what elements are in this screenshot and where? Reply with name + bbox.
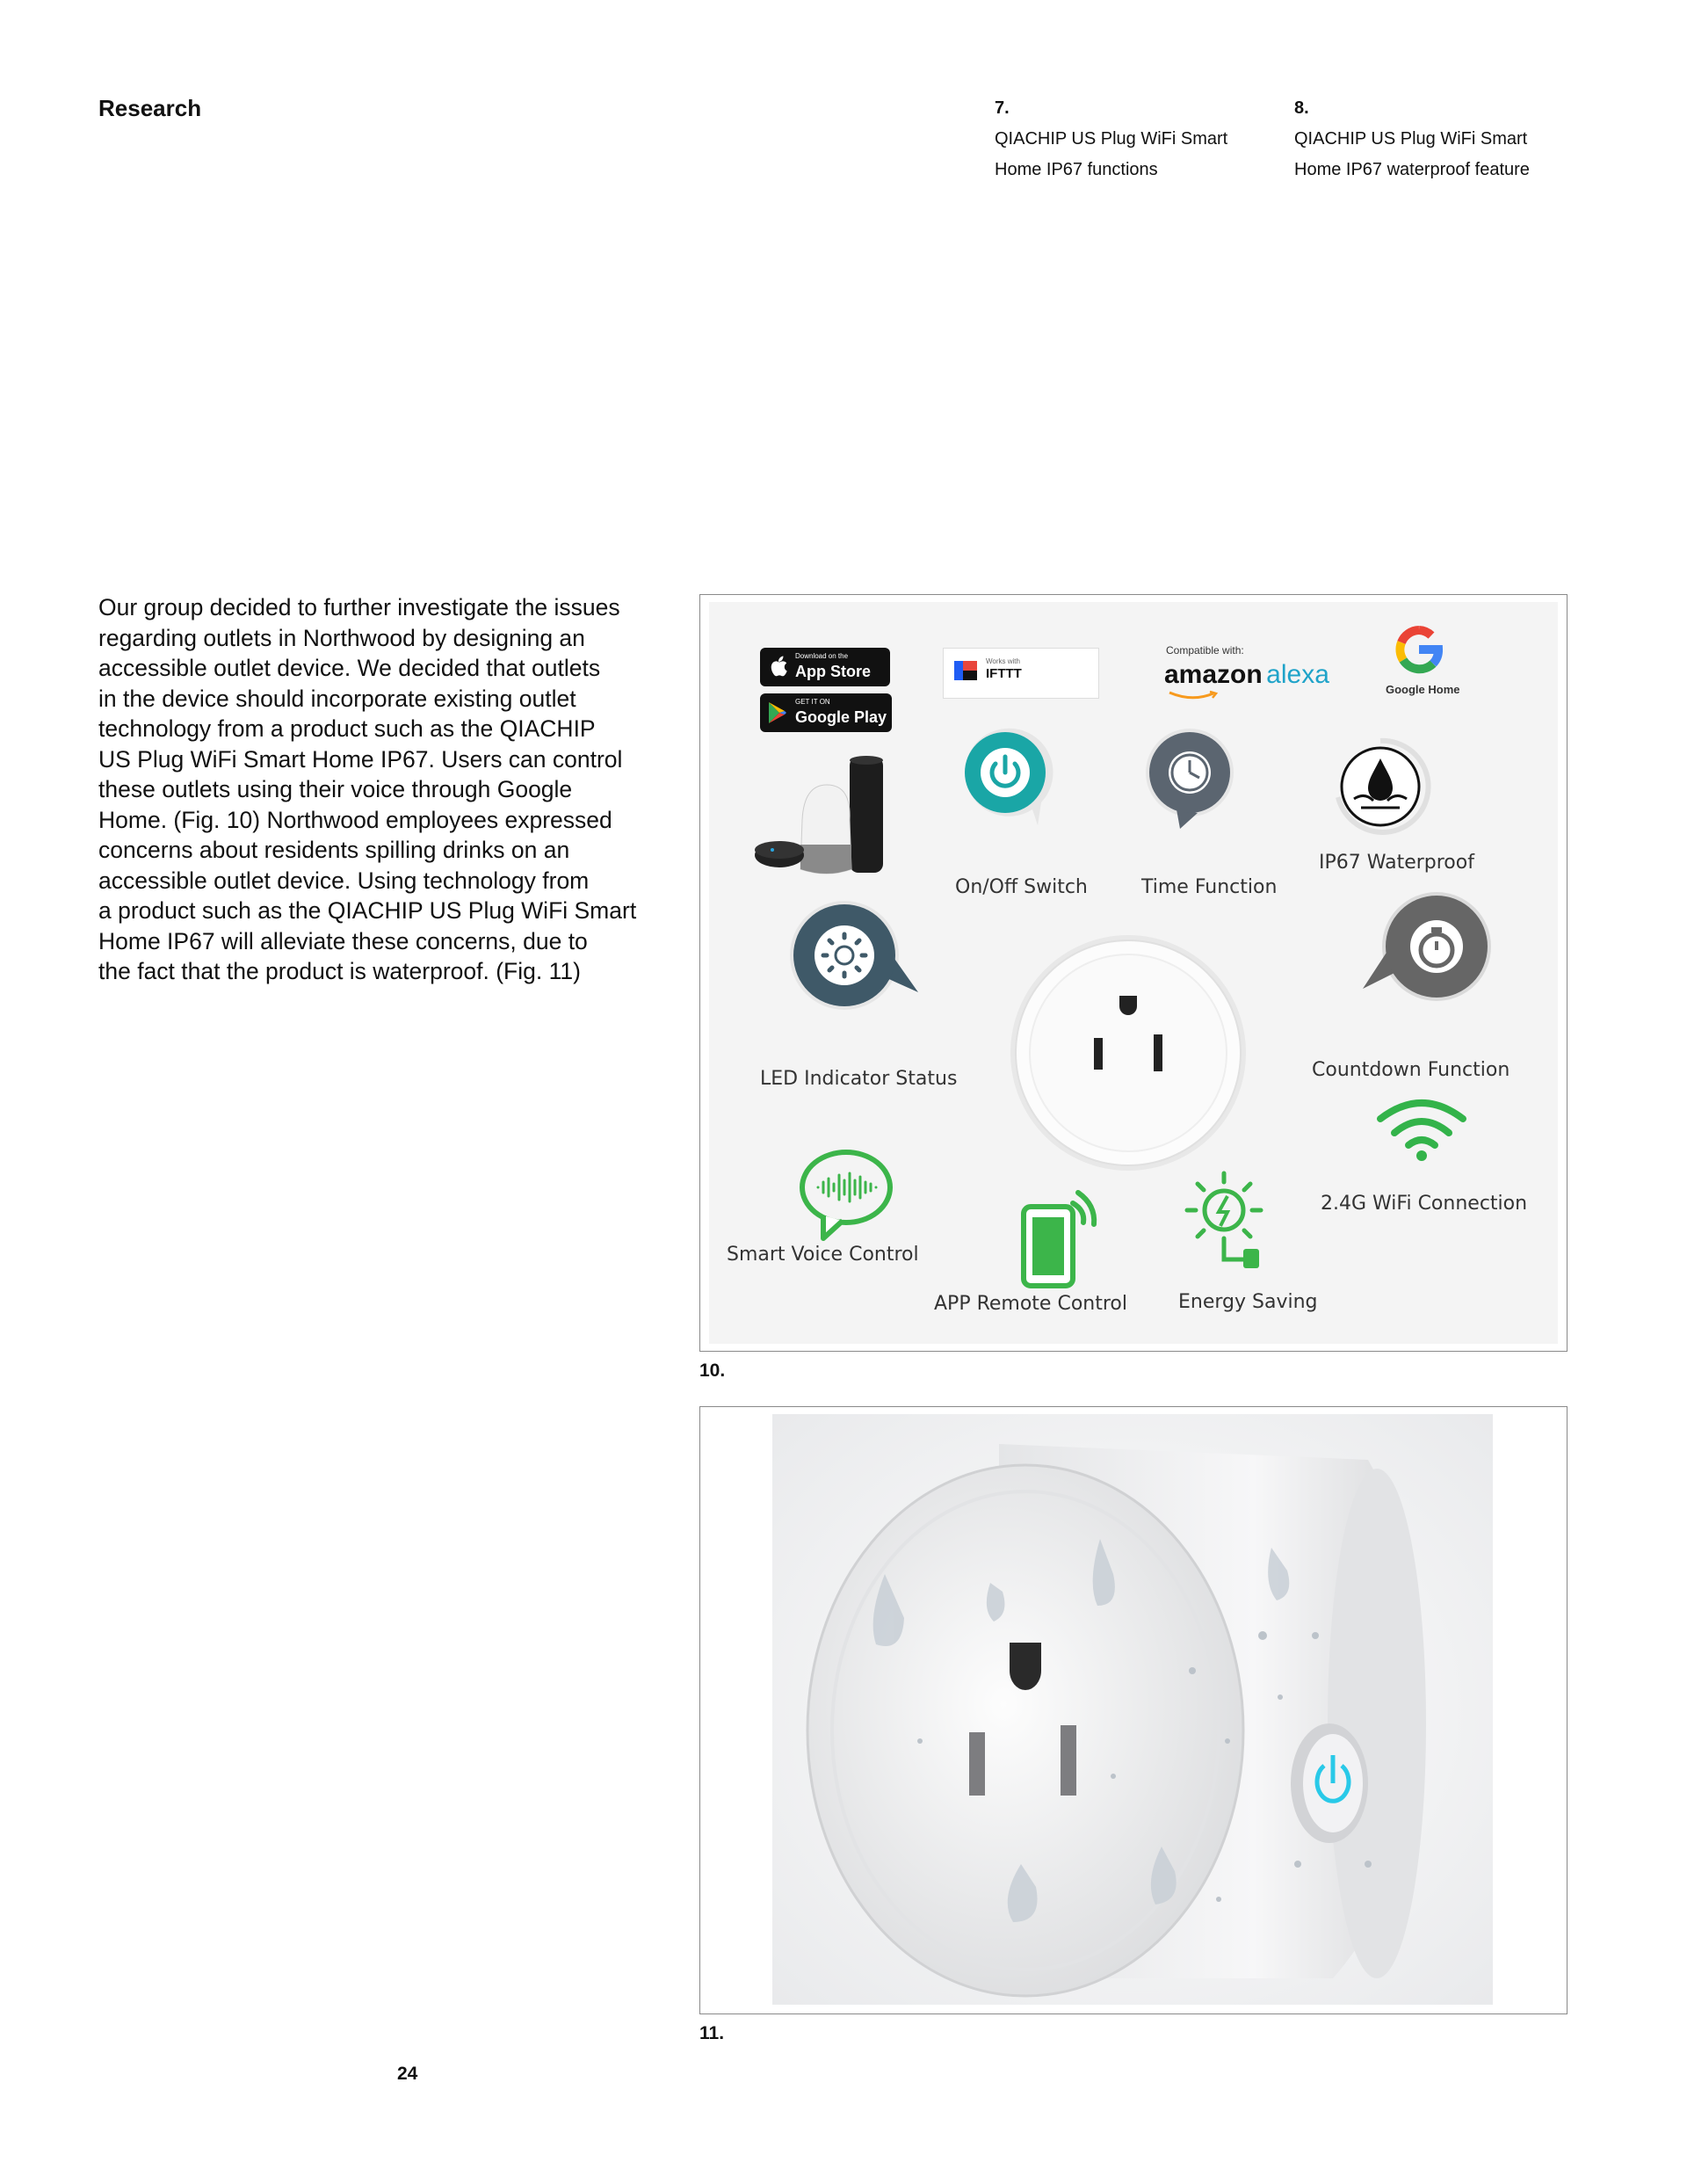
figure-11-caption: 11.	[699, 2023, 725, 2043]
time-function-label: Time Function	[1141, 876, 1278, 898]
led-indicator-label: LED Indicator Status	[760, 1068, 958, 1090]
google-play-badge	[760, 693, 892, 732]
app-store-badge	[760, 648, 890, 686]
amazon-alexa-logo	[1157, 637, 1350, 707]
figure-note-7	[995, 93, 1227, 185]
body-line: US Plug WiFi Smart Home IP67. Users can control	[98, 745, 623, 773]
led-indicator-icon	[786, 897, 918, 1012]
on-off-switch-label: On/Off Switch	[955, 876, 1088, 898]
app-store-big-text: App Store	[795, 663, 872, 680]
apple-icon	[769, 655, 788, 678]
energy-saving-icon	[1178, 1165, 1284, 1279]
smart-plug-image	[1008, 932, 1249, 1173]
figure-note-8-line2: Home IP67 waterproof feature	[1294, 160, 1530, 179]
figure-note-7-line2: Home IP67 functions	[995, 160, 1158, 179]
countdown-icon	[1363, 889, 1495, 1006]
body-line: Home IP67 will alleviate these concerns, due to	[98, 927, 588, 954]
ifttt-big-text: IFTTT	[986, 666, 1022, 681]
alexa-text: alexa	[1266, 660, 1329, 689]
figure-10-image	[699, 594, 1568, 1352]
body-line: accessible outlet device. Using technology from	[98, 867, 590, 894]
voice-control-label: Smart Voice Control	[727, 1244, 919, 1266]
body-paragraph	[98, 592, 661, 987]
countdown-label: Countdown Function	[1312, 1059, 1510, 1081]
figure-note-8	[1294, 93, 1530, 185]
body-line: Home. (Fig. 10) Northwood employees expressed	[98, 806, 612, 833]
google-play-icon	[767, 700, 788, 725]
body-line: Our group decided to further investigate the issues	[98, 594, 620, 620]
waterproof-icon	[1329, 736, 1431, 838]
figure-10-canvas	[709, 602, 1558, 1344]
wifi-connection-label: 2.4G WiFi Connection	[1321, 1193, 1528, 1215]
ifttt-small-text: Works with	[986, 657, 1020, 665]
amazon-text: amazon	[1164, 660, 1263, 689]
energy-saving-label: Energy Saving	[1178, 1291, 1318, 1313]
body-line: accessible outlet device. We decided that outlets	[98, 655, 601, 681]
ifttt-logo-icon	[954, 661, 977, 680]
google-home-text: Google Home	[1386, 683, 1460, 696]
figure-note-7-number: 7.	[995, 98, 1010, 118]
body-line: technology from a product such as the QIACHIP	[98, 715, 596, 742]
body-line: regarding outlets in Northwood by designing an	[98, 624, 585, 651]
time-function-icon	[1141, 725, 1238, 831]
ip67-waterproof-label: IP67 Waterproof	[1319, 852, 1474, 874]
google-play-big-text: Google Play	[795, 708, 887, 726]
figure-10-caption: 10.	[699, 1360, 726, 1381]
section-title: Research	[98, 95, 202, 121]
body-line: concerns about residents spilling drinks on an	[98, 837, 570, 863]
figure-note-8-number: 8.	[1294, 98, 1309, 118]
ifttt-badge	[943, 648, 1099, 699]
body-line: a product such as the QIACHIP US Plug WiFi Smart	[98, 897, 637, 924]
body-line: the fact that the product is waterproof. (Fig. 11)	[98, 958, 581, 984]
amazon-smile-icon	[1168, 690, 1220, 702]
waterproof-plug-photo	[700, 1407, 1567, 2013]
figure-note-7-line1: QIACHIP US Plug WiFi Smart	[995, 129, 1228, 149]
app-store-small-text: Download on the	[795, 652, 849, 660]
body-line: in the device should incorporate existing outlet	[98, 685, 576, 712]
google-home-logo	[1373, 618, 1461, 706]
app-remote-label: APP Remote Control	[934, 1293, 1127, 1315]
voice-control-icon	[797, 1147, 902, 1244]
google-play-small-text: GET IT ON	[795, 698, 830, 706]
page-number: 24	[397, 2064, 418, 2084]
on-off-switch-icon	[957, 725, 1053, 822]
google-g-icon	[1391, 621, 1447, 678]
smart-speakers-image	[753, 750, 894, 882]
body-line: these outlets using their voice through Google	[98, 776, 573, 802]
figure-note-8-line1: QIACHIP US Plug WiFi Smart	[1294, 129, 1528, 149]
app-remote-icon	[1017, 1186, 1104, 1291]
wifi-icon	[1373, 1094, 1470, 1165]
compatible-with-text: Compatible with:	[1166, 644, 1244, 657]
figure-11-image	[699, 1406, 1568, 2014]
